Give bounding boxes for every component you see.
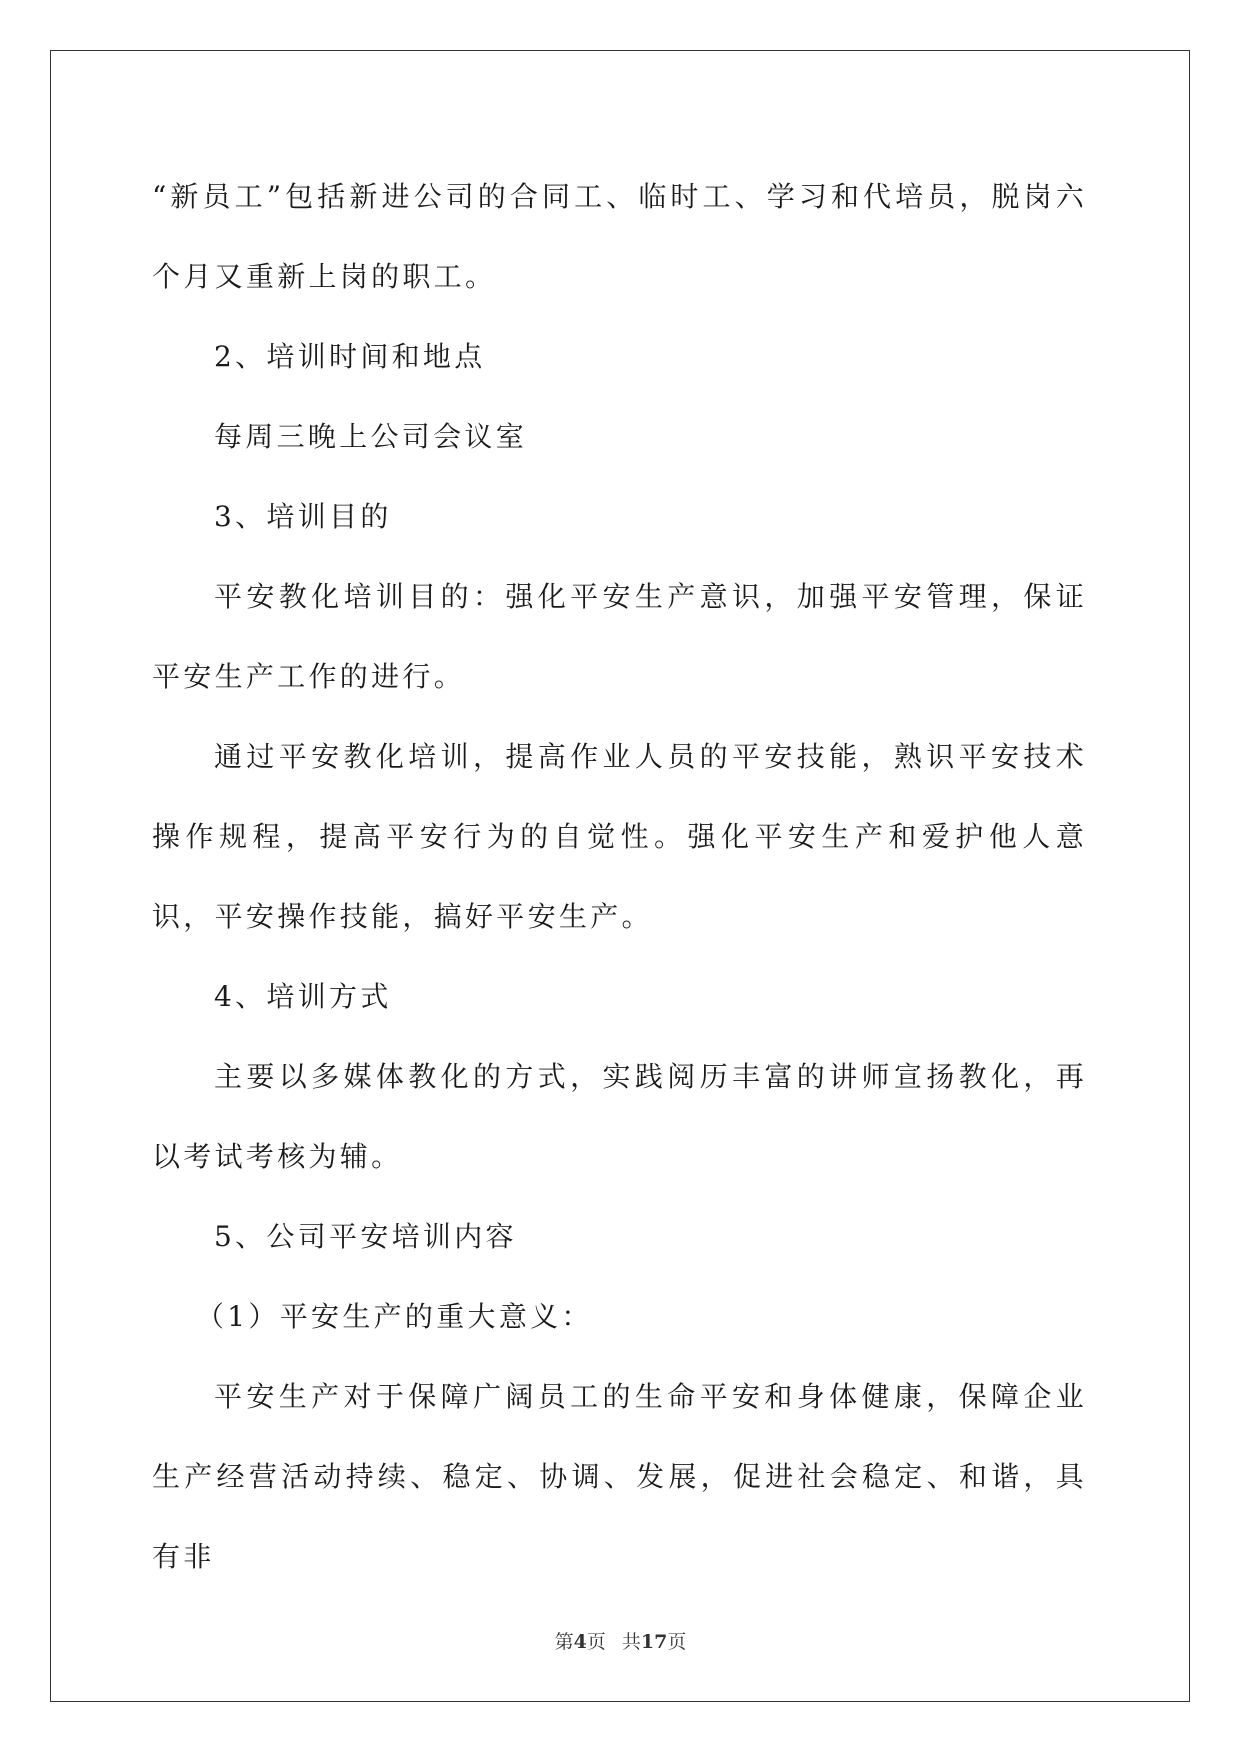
subheading-safety-significance: （1）平安生产的重大意义： (196, 1300, 593, 1333)
paragraph-purpose-statement: 平安教化培训目的：强化平安生产意识，加强平安管理，保证平安生产工作的进行。 (152, 580, 1087, 693)
footer-total-prefix: 共 (621, 1631, 641, 1653)
heading-training-purpose: 3、培训目的 (214, 500, 392, 533)
document-body (152, 157, 1087, 1597)
paragraph-training-location: 每周三晚上公司会议室 (214, 420, 528, 453)
paragraph-purpose-details: 通过平安教化培训，提高作业人员的平安技能，熟识平安技术操作规程，提高平安行为的自觉性。强化平安生产和爱护他人意识，平安操作技能，搞好平安生产。 (152, 740, 1087, 933)
paragraph-training-method: 主要以多媒体教化的方式，实践阅历丰富的讲师宣扬教化，再以考试考核为辅。 (152, 1060, 1087, 1173)
paragraph-new-employee-definition: “新员工”包括新进公司的合同工、临时工、学习和代培员，脱岗六个月又重新上岗的职工。 (152, 180, 1087, 293)
heading-training-content: 5、公司平安培训内容 (214, 1220, 517, 1253)
footer-page-number: 4 (573, 1631, 587, 1653)
paragraph-safety-significance: 平安生产对于保障广阔员工的生命平安和身体健康，保障企业生产经营活动持续、稳定、协调、发展，促进社会稳定、和谐，具有非 (152, 1380, 1087, 1573)
footer-page-unit: 页 (586, 1631, 606, 1653)
page-footer (0, 1627, 1241, 1654)
heading-training-time-place: 2、培训时间和地点 (214, 340, 486, 373)
footer-page-prefix: 第 (554, 1631, 574, 1653)
heading-training-method: 4、培训方式 (214, 980, 392, 1013)
footer-total-pages: 17 (640, 1631, 668, 1653)
footer-total-unit: 页 (667, 1631, 687, 1653)
